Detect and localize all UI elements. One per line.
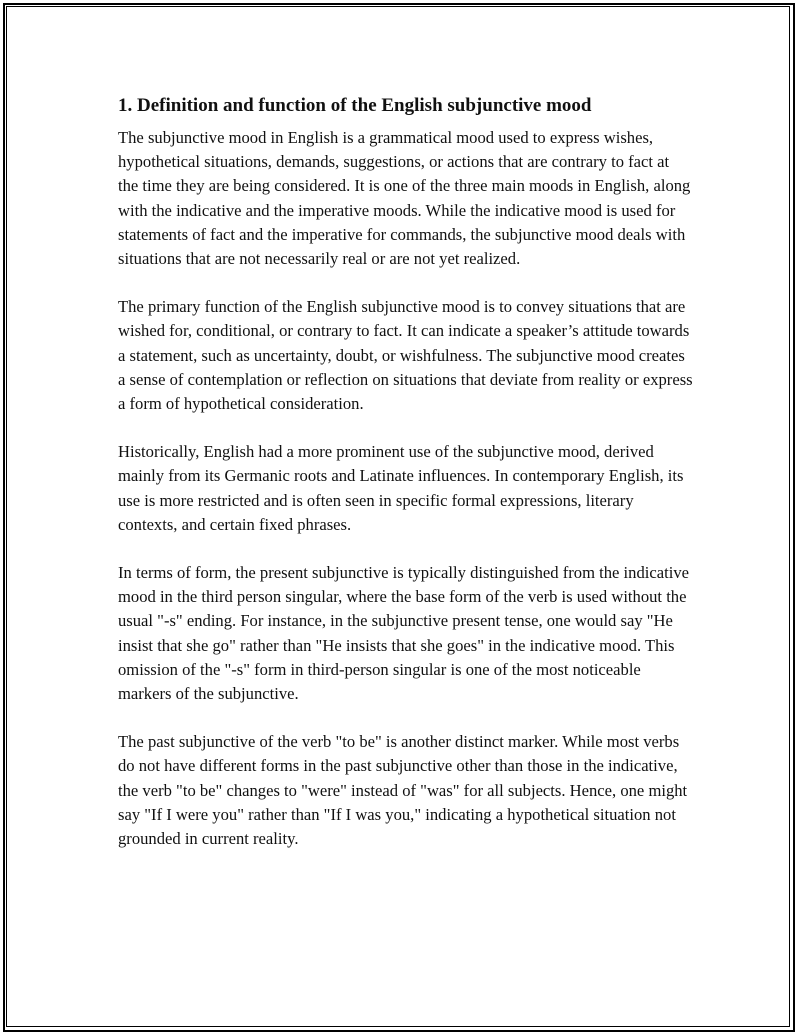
paragraph-present-subjunctive: In terms of form, the present subjunctive is typically distinguished from the indicative mood in the third person singular, where the base form of the verb is used without the usual "-s" ending. For instance, in the subjunctive present tense, one would say "He insist that she go" rather than "He insists that she goes" in the indicative mood. This omission of the "-s" form in third-person singular is one of the most noticeable markers of the subjunctive. bbox=[118, 563, 689, 704]
paragraph-definition: The subjunctive mood in English is a grammatical mood used to express wishes, hypothetical situations, demands, suggestions, or actions that are contrary to fact at the time they are being considered. It is one of the three main moods in English, along with the indicative and the imperative moods. While the indicative mood is used for statements of fact and the imperative for commands, the subjunctive mood deals with situations that are not necessarily real or are not yet realized. bbox=[118, 128, 691, 269]
section-heading: 1. Definition and function of the English subjunctive mood bbox=[118, 95, 592, 116]
document-body bbox=[118, 92, 693, 875]
paragraph-function: The primary function of the English subjunctive mood is to convey situations that are wished for, conditional, or contrary to fact. It can indicate a speaker’s attitude towards a statement, such as uncertainty, doubt, or wishfulness. The subjunctive mood creates a sense of contemplation or reflection on situations that deviate from reality or express a form of hypothetical consideration. bbox=[118, 297, 693, 414]
paragraph-history: Historically, English had a more prominent use of the subjunctive mood, derived mainly from its Germanic roots and Latinate influences. In contemporary English, its use is more restricted and is often seen in specific formal expressions, literary contexts, and certain fixed phrases. bbox=[118, 442, 684, 534]
paragraph-past-subjunctive: The past subjunctive of the verb "to be" is another distinct marker. While most verbs do not have different forms in the past subjunctive other than those in the indicative, the verb "to be" changes to "were" instead of "was" for all subjects. Hence, one might say "If I were you" rather than "If I was you," indicating a hypothetical situation not grounded in current reality. bbox=[118, 732, 688, 849]
